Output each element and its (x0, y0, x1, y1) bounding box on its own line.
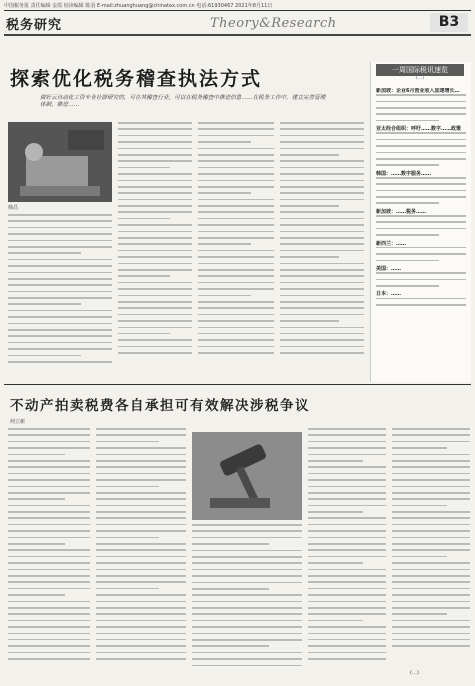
sidebar-news-title: 新加坡：企业6月营业收入加速增长… (376, 88, 460, 94)
article-1-headline: 探索优化税务稽查执法方式 (10, 68, 263, 90)
sidebar-header: 一周国际税讯速览 (376, 64, 464, 76)
article-2-auction-photo (192, 432, 302, 520)
sidebar-news-title: 亚太经合组织：呼吁……数字……政策 (376, 126, 462, 133)
section-divider (4, 34, 471, 36)
sidebar-news-list (376, 88, 466, 380)
article-2-divider (4, 384, 471, 385)
article-1-column-1 (8, 214, 112, 380)
article-1-column-4 (280, 122, 364, 380)
article-2-author-note: (…) (410, 670, 419, 676)
article-1-photo-credit: 韩昌 (8, 205, 19, 211)
sidebar-subheader: (…) (415, 76, 425, 81)
gavel-illustration (192, 432, 302, 520)
masthead-divider (4, 10, 471, 11)
sidebar-news-title: 新加坡：……税务…… (376, 208, 427, 215)
article-2-byline: 何立新 (10, 419, 26, 425)
article-2-column-1 (8, 428, 90, 680)
article-1-photo (8, 122, 112, 202)
article-2-headline: 不动产拍卖税费各自承担可有效解决涉税争议 (10, 398, 310, 414)
article-2-column-3 (192, 524, 302, 680)
masthead-info-line: 中国税务报 责任编辑 金霞 校读编辑 陈羽 E-mail:zhuanghuang@chinatax.com.cn 电话:61930467 2021年8月11日 (4, 3, 273, 9)
article-1-intro: 做好云自动化工资专业社群研究的，可在其稽查行业，可以在税务稽查中推进信息……在税务工作中，建立完善管理体制，推进…… (40, 95, 326, 108)
section-title-english: Theory&Research (210, 16, 337, 31)
sidebar-news-title: 美国：…… (376, 266, 402, 272)
article-1-column-2 (118, 122, 192, 380)
page-number-badge: B3 (430, 13, 468, 32)
article-2-column-5 (392, 428, 470, 668)
article-2-column-2 (96, 428, 186, 680)
article-1-column-3 (198, 122, 274, 380)
sidebar-news-title: 韩国：……数字服务…… (376, 170, 432, 177)
laptop-illustration (8, 122, 112, 202)
sidebar-news-title: 新西兰：…… (376, 240, 407, 247)
article-2-column-4 (308, 428, 386, 680)
sidebar-news-title: 日本：…… (376, 291, 402, 298)
section-title: 税务研究 (6, 18, 63, 33)
